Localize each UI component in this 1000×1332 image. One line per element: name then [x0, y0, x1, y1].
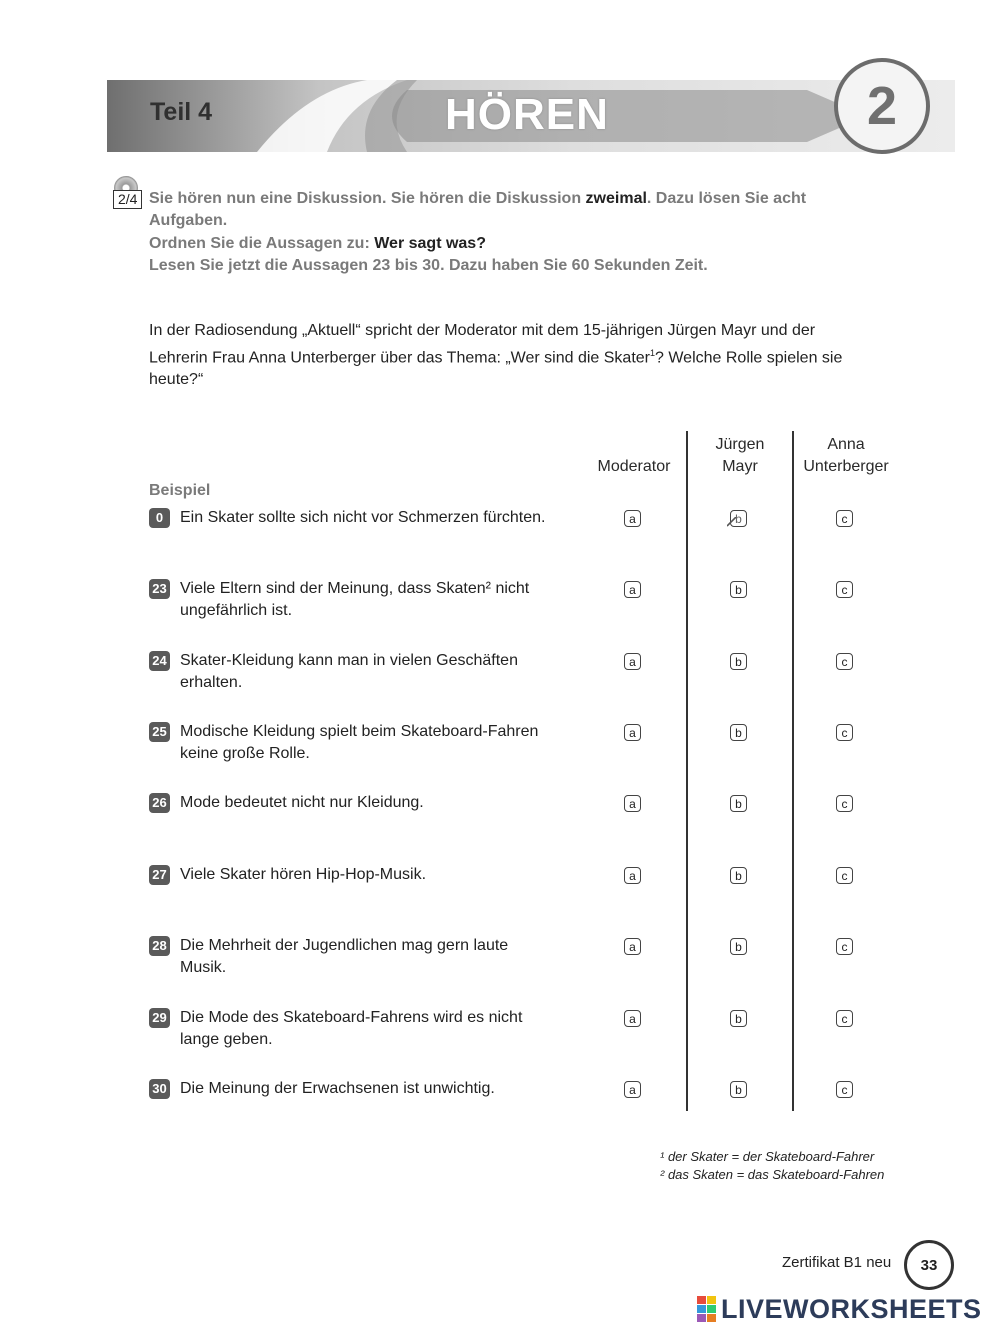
section-number-badge: 2 [834, 58, 930, 154]
option-a-checkbox[interactable]: a [624, 1081, 641, 1098]
item-number-badge: 28 [149, 936, 170, 956]
item-number-badge: 25 [149, 722, 170, 742]
header-banner [107, 80, 955, 152]
instruction-line-2: Aufgaben. [149, 212, 228, 229]
option-b-checkbox[interactable]: b [730, 795, 747, 812]
question-row-28 [149, 935, 929, 985]
audio-track-label: 2/4 [113, 190, 142, 209]
column-juergen-mayr: Jürgen Mayr [715, 436, 765, 475]
option-c-checkbox[interactable]: c [836, 724, 853, 741]
question-row-26 [149, 792, 929, 842]
option-a-checkbox[interactable]: a [624, 581, 641, 598]
option-a-checkbox[interactable]: a [624, 795, 641, 812]
column-moderator: Moderator [597, 458, 671, 475]
option-a-checkbox[interactable]: a [624, 510, 641, 527]
question-row-30 [149, 1078, 929, 1128]
column-anna-unterberger: Anna Unterberger [803, 436, 889, 475]
option-a-checkbox[interactable]: a [624, 1010, 641, 1027]
option-c-checkbox[interactable]: c [836, 653, 853, 670]
question-row-25 [149, 721, 929, 771]
part-label: Teil 4 [150, 98, 213, 126]
option-b-checkbox[interactable]: b [730, 653, 747, 670]
intro-paragraph: In der Radiosendung „Aktuell“ spricht der Moderator mit dem 15-jährigen Jürgen Mayr und der Lehrerin Frau Anna Unterberger über das Thema: „Wer sind die Skater$^1$? Welche Rolle spielen sie heute?“ [149, 322, 843, 389]
item-number-badge: 24 [149, 651, 170, 671]
footnotes: ¹ der Skater = der Skateboard-Fahrer ² das Skaten = das Skateboard-Fahren [660, 1149, 885, 1182]
option-b-checkbox[interactable]: b [730, 938, 747, 955]
statement-text: Modische Kleidung spielt beim Skateboard-Fahren keine große Rolle. [180, 723, 539, 762]
option-c-checkbox[interactable]: c [836, 867, 853, 884]
instruction-line-3: Ordnen Sie die Aussagen zu: Wer sagt was? [149, 235, 486, 252]
example-row [149, 507, 929, 557]
page-number: 33 [904, 1240, 954, 1290]
option-b-checkbox[interactable]: b [730, 581, 747, 598]
item-number-badge: 0 [149, 508, 170, 528]
option-c-checkbox[interactable]: c [836, 938, 853, 955]
option-c-checkbox[interactable]: c [836, 1081, 853, 1098]
option-c-checkbox[interactable]: c [836, 581, 853, 598]
question-row-24 [149, 650, 929, 700]
option-b-checkbox[interactable]: b [730, 1010, 747, 1027]
option-b-checkbox[interactable]: b [730, 1081, 747, 1098]
option-b-checkbox-selected[interactable]: b [730, 510, 747, 527]
statement-text: Ein Skater sollte sich nicht vor Schmerzen fürchten. [180, 509, 546, 526]
example-label: Beispiel [149, 482, 211, 499]
item-number-badge: 29 [149, 1008, 170, 1028]
option-a-checkbox[interactable]: a [624, 653, 641, 670]
statement-text: Die Mehrheit der Jugendlichen mag gern laute Musik. [180, 937, 509, 976]
liveworksheets-logo-icon [697, 1296, 717, 1324]
option-a-checkbox[interactable]: a [624, 938, 641, 955]
statement-text: Viele Eltern sind der Meinung, dass Skaten² nicht ungefährlich ist. [180, 580, 530, 619]
book-title: Zertifikat B1 neu [782, 1254, 892, 1271]
section-title: HÖREN [445, 90, 609, 139]
option-c-checkbox[interactable]: c [836, 1010, 853, 1027]
option-b-checkbox[interactable]: b [730, 724, 747, 741]
statement-text: Viele Skater hören Hip-Hop-Musik. [180, 866, 427, 883]
statement-text: Die Meinung der Erwachsenen ist unwichtig. [180, 1080, 495, 1097]
statement-text: Skater-Kleidung kann man in vielen Geschäften erhalten. [180, 652, 518, 691]
option-c-checkbox[interactable]: c [836, 795, 853, 812]
selection-check-mark [727, 517, 737, 527]
instruction-line-1: Sie hören nun eine Diskussion. Sie hören die Diskussion zweimal. Dazu lösen Sie acht [149, 190, 807, 207]
option-b-checkbox[interactable]: b [730, 867, 747, 884]
question-row-29 [149, 1007, 929, 1057]
liveworksheets-watermark: LIVEWORKSHEETS [721, 1294, 982, 1324]
item-number-badge: 27 [149, 865, 170, 885]
option-c-checkbox[interactable]: c [836, 510, 853, 527]
option-a-checkbox[interactable]: a [624, 867, 641, 884]
instruction-line-4: Lesen Sie jetzt die Aussagen 23 bis 30. Dazu haben Sie 60 Sekunden Zeit. [149, 257, 708, 274]
statement-text: Mode bedeutet nicht nur Kleidung. [180, 794, 424, 811]
item-number-badge: 23 [149, 579, 170, 599]
item-number-badge: 30 [149, 1079, 170, 1099]
item-number-badge: 26 [149, 793, 170, 813]
statement-text: Die Mode des Skateboard-Fahrens wird es nicht lange geben. [180, 1009, 523, 1048]
question-row-27 [149, 864, 929, 914]
question-row-23 [149, 578, 929, 628]
option-a-checkbox[interactable]: a [624, 724, 641, 741]
